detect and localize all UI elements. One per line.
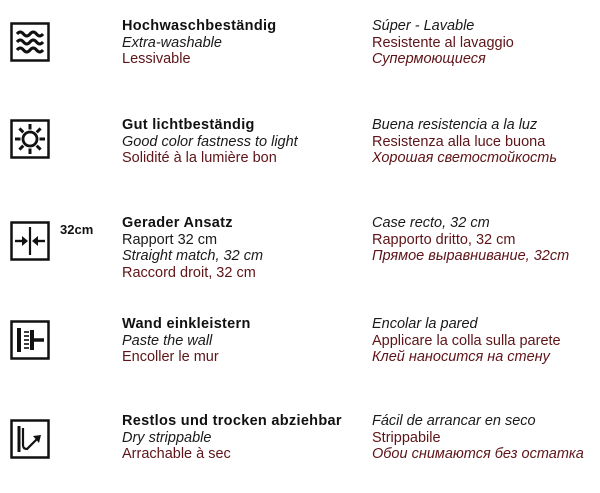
german-english-french-text (122, 117, 362, 167)
label-italian: Strippabile (372, 429, 441, 446)
dry-strippable-icon (10, 419, 50, 459)
label-french: Arrachable à sec (122, 446, 231, 462)
symbol-row-straight-match (0, 215, 600, 295)
label-italian: Resistenza alla luce buona (372, 133, 546, 150)
label-spanish: Buena resistencia a la luz (372, 117, 538, 133)
label-russian: Обои снимаются без остатка (372, 446, 584, 462)
straight-match-icon (10, 221, 50, 261)
label-english: Good color fastness to light (122, 133, 298, 150)
label-french: Lessivable (122, 51, 191, 67)
spanish-italian-russian-text (372, 117, 600, 167)
spanish-italian-russian-text (372, 316, 600, 366)
german-english-french-text (122, 413, 362, 463)
label-spanish: Case recto, 32 cm (372, 215, 490, 231)
symbol-row-dry-strippable (0, 413, 600, 493)
label-english: Straight match, 32 cm (122, 248, 264, 264)
symbol-row-paste-the-wall (0, 316, 600, 396)
light-fastness-icon (10, 119, 50, 159)
label-spanish: Fácil de arrancar en seco (372, 413, 536, 429)
label-german: Gut lichtbeständig (122, 117, 255, 133)
symbol-row-extra-washable (0, 18, 600, 98)
paste-the-wall-icon (10, 320, 50, 360)
label-french: Solidité à la lumière bon (122, 150, 277, 166)
label-russian: Хорошая светостойкость (372, 150, 557, 166)
repeat-size-label: 32cm (60, 222, 94, 237)
label-russian: Супермоющиеся (372, 51, 486, 67)
label-french: Encoller le mur (122, 349, 219, 365)
label-spanish: Encolar la pared (372, 316, 478, 332)
label-german: Wand einkleistern (122, 316, 251, 332)
label-german: Gerader Ansatz (122, 215, 233, 231)
label-english: Dry strippable (122, 429, 212, 446)
spanish-italian-russian-text (372, 215, 600, 265)
label-german: Restlos und trocken abziehbar (122, 413, 342, 429)
german-english-french-text (122, 215, 362, 281)
label-russian: Прямое выравнивание, 32cm (372, 248, 570, 264)
label-italian: Applicare la colla sulla parete (372, 332, 561, 349)
label-russian: Клей наносится на стену (372, 349, 550, 365)
extra-washable-icon (10, 22, 50, 62)
label-german-repeat: Rapport 32 cm (122, 231, 218, 248)
german-english-french-text (122, 316, 362, 366)
label-english: Extra-washable (122, 34, 222, 51)
label-french: Raccord droit, 32 cm (122, 264, 256, 281)
label-spanish: Súper - Lavable (372, 18, 475, 34)
label-german: Hochwaschbeständig (122, 18, 277, 34)
symbol-row-light-fastness (0, 117, 600, 197)
spanish-italian-russian-text (372, 413, 600, 463)
label-italian: Resistente al lavaggio (372, 34, 514, 51)
german-english-french-text (122, 18, 362, 68)
label-english: Paste the wall (122, 332, 213, 349)
label-italian: Rapporto dritto, 32 cm (372, 231, 516, 248)
spanish-italian-russian-text (372, 18, 600, 68)
